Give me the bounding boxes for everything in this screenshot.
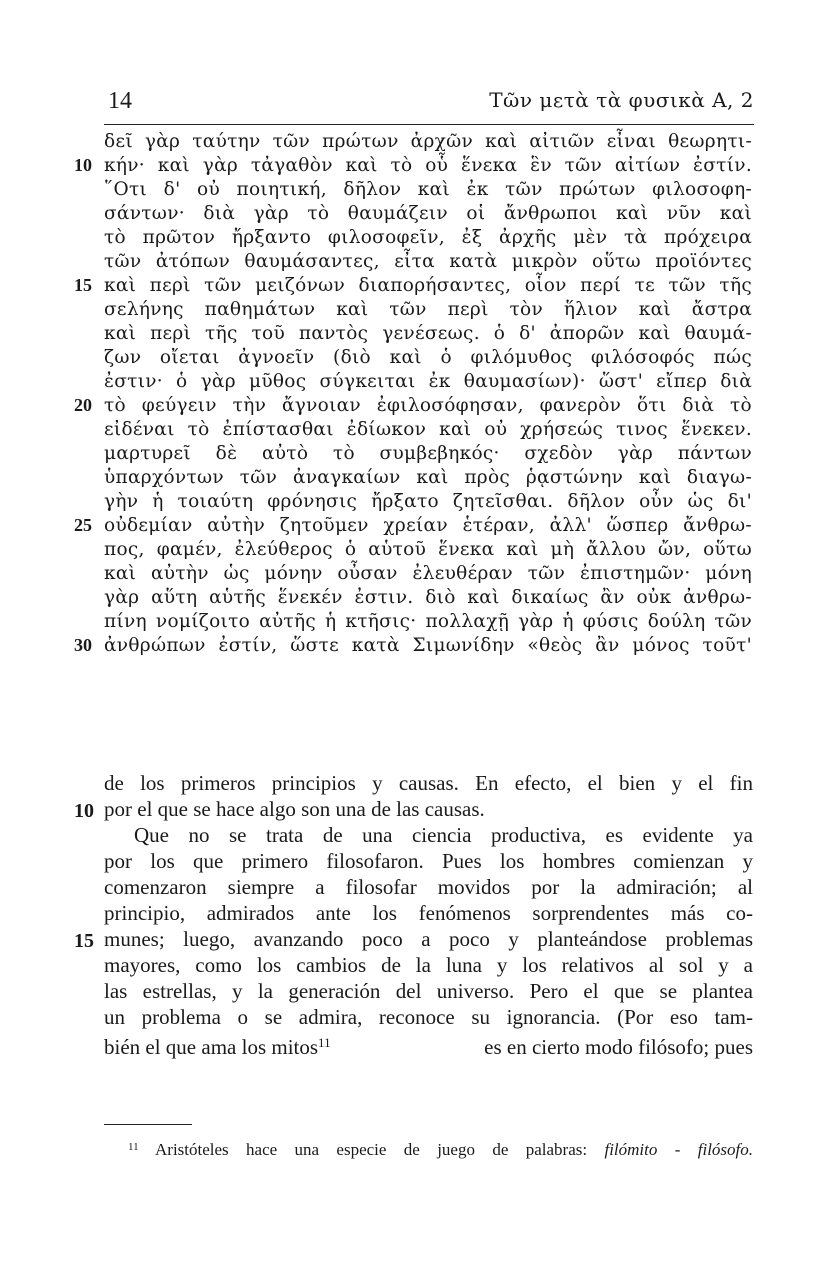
footnote-rule bbox=[104, 1124, 192, 1125]
running-head: Τῶν μετὰ τὰ φυσικὰ Α, 2 bbox=[489, 88, 754, 112]
greek-line: σάντων· διὰ γὰρ τὸ θαυμάζειν οἱ ἄνθρωποι καὶ νῦν καὶ bbox=[104, 203, 752, 224]
greek-line-number: 15 bbox=[74, 275, 92, 295]
footnote-marker: 11 bbox=[128, 1141, 139, 1153]
page-number: 14 bbox=[108, 88, 132, 114]
spanish-line: mayores, como los cambios de la luna y los relativos al sol y a bbox=[104, 953, 753, 977]
spanish-line: Que no se trata de una ciencia productiva, es evidente ya bbox=[134, 823, 753, 847]
greek-line: κήν· καὶ γὰρ τἀγαθὸν καὶ τὸ οὗ ἕνεκα ἓν τῶν αἰτίων ἐστίν. bbox=[104, 155, 752, 176]
spanish-line-number: 10 bbox=[74, 800, 94, 822]
page-header bbox=[104, 84, 754, 125]
greek-line: καὶ περὶ τῶν μειζόνων διαπορήσαντες, οἷον περί τε τῶν τῆς bbox=[104, 275, 752, 296]
spanish-line: munes; luego, avanzando poco a poco y planteándose problemas bbox=[104, 927, 753, 951]
spanish-line-part bbox=[104, 1030, 331, 1060]
greek-line: ἀνθρώπων ἐστίν, ὥστε κατὰ Σιμωνίδην «θεὸς ἂν μόνος τοῦτ' bbox=[104, 635, 752, 656]
spanish-line: las estrellas, y la generación del universo. Pero el que se plantea bbox=[104, 979, 753, 1003]
footnote-wordplay: filómito - filósofo. bbox=[604, 1140, 753, 1159]
greek-line-number: 20 bbox=[74, 395, 92, 415]
footnote bbox=[128, 1136, 753, 1161]
greek-line-number: 25 bbox=[74, 515, 92, 535]
spanish-line: por el que se hace algo son una de las causas. bbox=[104, 797, 485, 821]
spanish-line: de los primeros principios y causas. En efecto, el bien y el fin bbox=[104, 771, 753, 795]
spanish-line-text: bién el que ama los mitos bbox=[104, 1035, 319, 1059]
greek-line: τῶν ἀτόπων θαυμάσαντες, εἶτα κατὰ μικρὸν οὕτω προϊόντες bbox=[104, 251, 752, 272]
greek-line: ἐστιν· ὁ γὰρ μῦθος σύγκειται ἐκ θαυμασίων)· ὥστ' εἴπερ διὰ bbox=[104, 371, 752, 392]
spanish-line-number: 15 bbox=[74, 930, 94, 952]
greek-line: πος, φαμέν, ἐλεύθερος ὁ αὑτοῦ ἕνεκα καὶ μὴ ἄλλου ὤν, οὕτω bbox=[104, 539, 752, 560]
spanish-line-text: es en cierto modo filósofo; pues bbox=[484, 1035, 753, 1059]
greek-line: γὴν ἡ τοιαύτη φρόνησις ἤρξατο ζητεῖσθαι. δῆλον οὖν ὡς δι' bbox=[104, 491, 752, 512]
greek-line: τὸ πρῶτον ἤρξαντο φιλοσοφεῖν, ἐξ ἀρχῆς μὲν τὰ πρόχειρα bbox=[104, 227, 752, 248]
spanish-line bbox=[104, 1030, 753, 1060]
greek-line: ζων οἴεται ἀγνοεῖν (διὸ καὶ ὁ φιλόμυθος φιλόσοφός πώς bbox=[104, 347, 752, 368]
greek-line: καὶ αὐτὴν ὡς μόνην οὖσαν ἐλευθέραν τῶν ἐπιστημῶν· μόνη bbox=[104, 563, 752, 584]
greek-line: μαρτυρεῖ δὲ αὐτὸ τὸ συμβεβηκός· σχεδὸν γὰρ πάντων bbox=[104, 443, 752, 464]
greek-line: ὑπαρχόντων τῶν ἀναγκαίων καὶ πρὸς ῥᾳστώνην καὶ διαγω- bbox=[104, 467, 752, 488]
greek-line-number: 30 bbox=[74, 635, 92, 655]
greek-line: εἰδέναι τὸ ἐπίστασθαι ἐδίωκον καὶ οὐ χρήσεώς τινος ἕνεκεν. bbox=[104, 419, 752, 440]
spanish-line: principio, admirados ante los fenómenos sorprendentes más co- bbox=[104, 901, 753, 925]
greek-line: τὸ φεύγειν τὴν ἄγνοιαν ἐφιλοσόφησαν, φανερὸν ὅτι διὰ τὸ bbox=[104, 395, 752, 416]
footnote-reference[interactable]: 11 bbox=[318, 1035, 331, 1050]
greek-line: σελήνης παθημάτων καὶ τῶν περὶ τὸν ἥλιον καὶ ἄστρα bbox=[104, 299, 752, 320]
greek-line: ῞Οτι δ' οὐ ποιητική, δῆλον καὶ ἐκ τῶν πρώτων φιλοσοφη- bbox=[104, 179, 752, 200]
greek-line: πίνη νομίζοιτο αὐτῆς ἡ κτῆσις· πολλαχῇ γὰρ ἡ φύσις δούλη τῶν bbox=[104, 611, 752, 632]
greek-line: οὐδεμίαν αὐτὴν ζητοῦμεν χρείαν ἑτέραν, ἀλλ' ὥσπερ ἄνθρω- bbox=[104, 515, 752, 536]
greek-line: δεῖ γὰρ ταύτην τῶν πρώτων ἀρχῶν καὶ αἰτιῶν εἶναι θεωρητι- bbox=[104, 131, 752, 152]
spanish-line: comenzaron siempre a filosofar movidos por la admiración; al bbox=[104, 875, 753, 899]
spanish-line: un problema o se admira, reconoce su ignorancia. (Por eso tam- bbox=[104, 1005, 753, 1029]
footnote-text: Aristóteles hace una especie de juego de palabras: bbox=[155, 1140, 588, 1159]
greek-line-number: 10 bbox=[74, 155, 92, 175]
spanish-line: por los que primero filosofaron. Pues los hombres comienzan y bbox=[104, 849, 753, 873]
greek-line: γὰρ αὕτη αὑτῆς ἕνεκέν ἐστιν. διὸ καὶ δικαίως ἂν οὐκ ἀνθρω- bbox=[104, 587, 752, 608]
greek-line: καὶ περὶ τῆς τοῦ παντὸς γενέσεως. ὁ δ' ἀπορῶν καὶ θαυμά- bbox=[104, 323, 752, 344]
